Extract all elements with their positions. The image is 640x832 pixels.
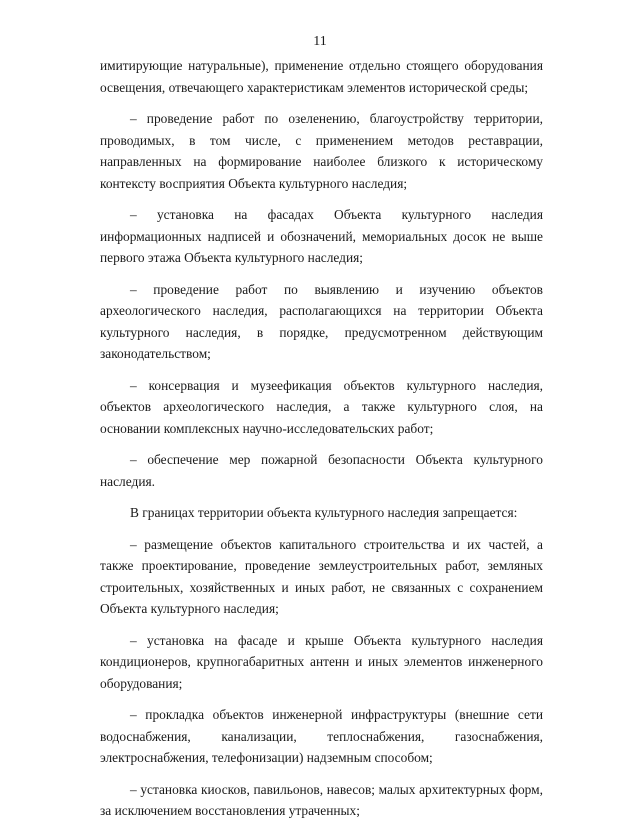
paragraph-facade-equipment: – установка на фасаде и крыше Объекта культурного наследия кондиционеров, крупногабаритных антенн и иных элементов инженерного оборудования; (100, 632, 543, 691)
paragraph-kiosks: – установка киосков, павильонов, навесов; малых архитектурных форм, за исключением восстановления утраченных; (100, 781, 543, 818)
paragraph-landscaping: – проведение работ по озеленению, благоустройству территории, проводимых, в том числе, с применением методов реставрации, направленных на формирование наиболее близкого к историческому контексту восприятия Объекта культурного наследия; (100, 111, 543, 191)
paragraph-conservation: – консервация и музеефикация объектов культурного наследия, объектов археологического наследия, а также культурного слоя, на основании комплексных научно-исследовательских работ; (100, 377, 543, 436)
paragraph-capital-construction: – размещение объектов капитального строительства и их частей, а также проектирование, проведение землеустроительных работ, земляных строительных, хозяйственных и иных работ, не связанных с сохранением Объекта культурного наследия; (100, 536, 543, 616)
page-number: 11 (313, 34, 327, 49)
paragraph-archaeology-survey: – проведение работ по выявлению и изучению объектов археологического наследия, располагающихся на территории Объекта культурного наследия, в порядке, предусмотренном действующим законодательством; (100, 281, 543, 361)
paragraph-utility-lines: – прокладка объектов инженерной инфраструктуры (внешние сети водоснабжения, канализации, теплоснабжения, газоснабжения, электроснабжения, телефонизации) надземным способом; (100, 707, 543, 765)
paragraph-fire-safety: – обеспечение мер пожарной безопасности Объекта культурного наследия. (100, 452, 543, 489)
paragraph-prohibitions-heading: В границах территории объекта культурного наследия запрещается: (130, 505, 518, 520)
document-body (100, 55, 543, 832)
paragraph-continuation: имитирующие натуральные), применение отдельно стоящего оборудования освещения, отвечающего характеристикам элементов исторической среды; (100, 58, 543, 95)
paragraph-facade-signage: – установка на фасадах Объекта культурного наследия информационных надписей и обозначений, мемориальных досок не выше первого этажа Объекта культурного наследия; (100, 207, 543, 265)
